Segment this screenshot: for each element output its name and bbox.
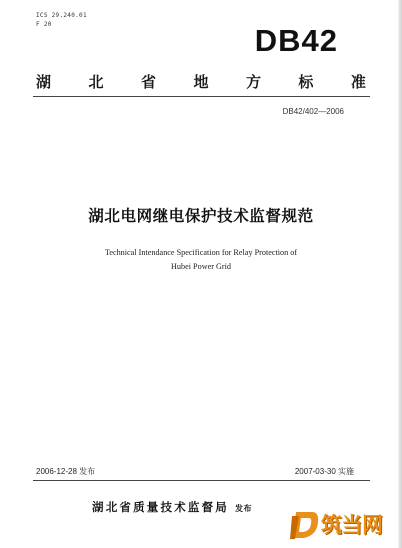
- standard-type-char: 准: [350, 73, 366, 91]
- scan-edge-shadow: [398, 0, 402, 548]
- english-title-line: Hubei Power Grid: [170, 262, 232, 271]
- issuer-name: 湖北省质量技术监督局: [92, 500, 229, 514]
- implementation-date: 2007-03-30 实施: [294, 467, 354, 476]
- issue-date: 2006-12-28 发布: [36, 467, 96, 476]
- db-code: DB42: [254, 23, 338, 58]
- standard-type-char: 北: [88, 73, 104, 91]
- standard-type-char: 湖: [36, 73, 52, 91]
- ics-code: ICS 29.240.01: [36, 12, 87, 19]
- standard-type-char: 方: [245, 73, 261, 91]
- standard-number: DB42/402—2006: [282, 107, 344, 116]
- english-title-line: Technical Intendance Specification for Relay Protection of: [104, 248, 298, 257]
- standard-type-heading: [36, 73, 366, 91]
- footer-divider: [33, 480, 370, 481]
- standard-type-char: 地: [193, 73, 209, 91]
- standard-type-char: 标: [298, 73, 314, 91]
- site-watermark: [290, 506, 396, 544]
- issuing-authority: [92, 500, 252, 516]
- classification-codes: [36, 11, 87, 29]
- issuer-suffix: 发布: [235, 504, 252, 513]
- document-title-english: [0, 246, 402, 274]
- document-title-chinese: 湖北电网继电保护技术监督规范: [88, 207, 314, 225]
- header-divider: [33, 96, 370, 97]
- standard-type-char: 省: [140, 73, 156, 91]
- ccs-code: F 20: [36, 21, 52, 28]
- watermark-logo-icon: [290, 508, 320, 542]
- watermark-text: 筑当网: [321, 513, 383, 537]
